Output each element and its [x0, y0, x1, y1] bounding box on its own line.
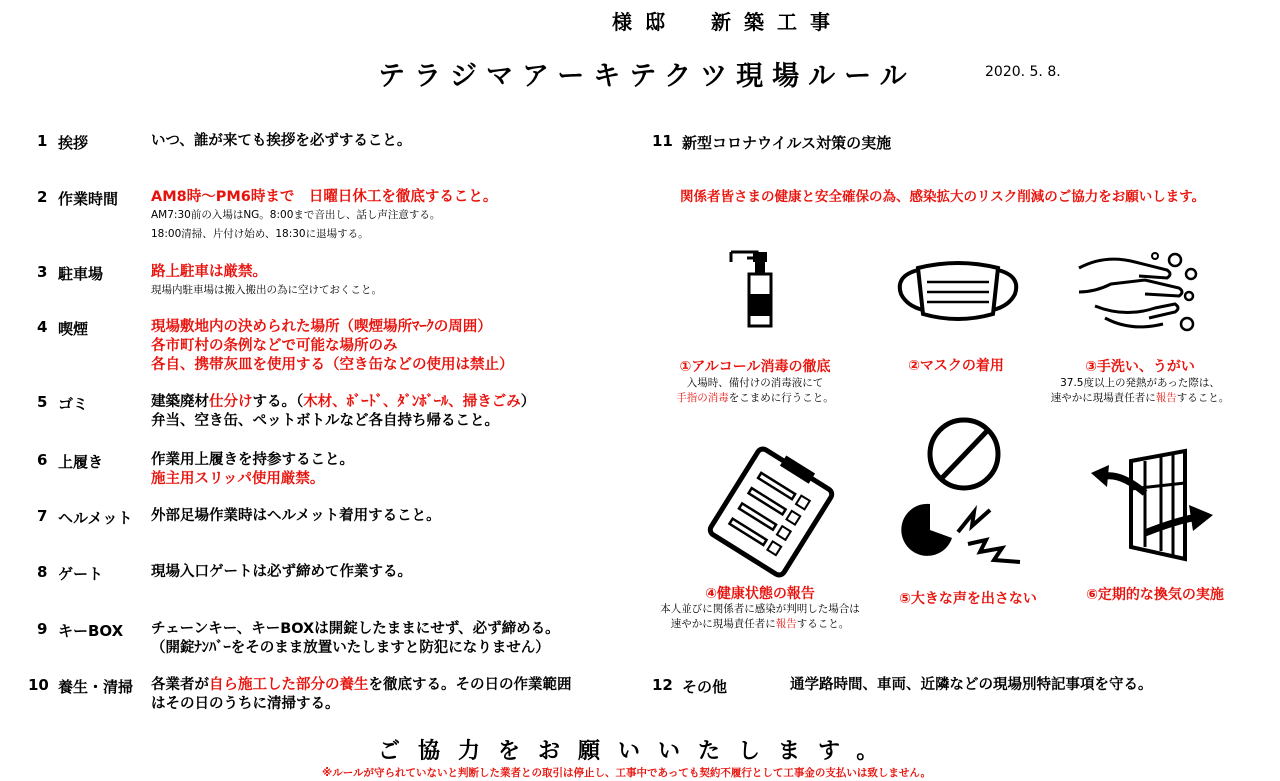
- covid-item-subtext-part: 速やかに現場責任者に: [670, 618, 776, 630]
- rule-text-part: 各業者が: [151, 677, 209, 693]
- rule-text: [151, 676, 572, 695]
- hand-washing-icon: [1075, 248, 1200, 338]
- rule-text-red: 現場敷地内の決められた場所（喫煙場所ﾏｰｸの周囲）: [151, 319, 492, 335]
- rule-title-gate: ゲート: [58, 565, 104, 583]
- rule-subtext: AM7:30前の入場はNG。8:00まで音出し、話し声注意する。: [151, 209, 441, 221]
- rule-number: 6: [37, 451, 48, 469]
- rule-number: 7: [37, 507, 48, 525]
- rule-text: 外部足場作業時はヘルメット着用すること。: [151, 508, 441, 524]
- covid-item-subtext: [1030, 391, 1250, 406]
- covid-item-subtext: 37.5度以上の発熱があった際は、: [1060, 377, 1220, 389]
- no-loud-voice-icon: [898, 412, 1033, 577]
- page-title: テラジマアーキテクツ現場ルール: [378, 61, 916, 92]
- covid-item-label: ⑥定期的な換気の実施: [1086, 587, 1224, 603]
- rule-text: いつ、誰が来ても挨拶を必ずすること。: [151, 133, 412, 149]
- rule-title-greeting: 挨拶: [58, 134, 89, 152]
- rule-number: 4: [37, 318, 48, 336]
- covid-item-subtext: 入場時、備付けの消毒液にて: [686, 377, 824, 389]
- covid-item-subtext-red: 手指の消毒: [676, 392, 729, 404]
- rule-text: 通学路時間、車両、近隣などの現場別特記事項を守る。: [790, 677, 1153, 693]
- covid-item-label: ③手洗い、うがい: [1085, 359, 1195, 375]
- rule-text-red: 仕分け: [209, 394, 253, 410]
- rule-number: 8: [37, 563, 48, 581]
- rule-number: 5: [37, 393, 48, 411]
- covid-item-label: ④健康状態の報告: [705, 586, 815, 602]
- rule-text: [151, 393, 535, 412]
- rule-number: 2: [37, 188, 48, 206]
- rule-number: 1: [37, 132, 48, 150]
- covid-item-subtext: 本人並びに関係者に感染が判明した場合は: [660, 603, 860, 615]
- rule-text: 作業用上履きを持参すること。: [151, 452, 354, 468]
- rule-title-parking: 駐車場: [58, 265, 104, 283]
- rule-text: はその日のうちに清掃する。: [151, 696, 340, 712]
- closing-thanks: ご協力をお願いいたします。: [378, 739, 897, 764]
- rule-number: 12: [652, 676, 673, 694]
- covid-item-label: ①アルコール消毒の徹底: [679, 359, 831, 375]
- rule-title-garbage: ゴミ: [58, 395, 89, 413]
- rule-title-indoor-shoes: 上履き: [58, 453, 104, 471]
- rule-title-key-box: キーBOX: [58, 622, 124, 640]
- rule-title-other: その他: [682, 678, 728, 696]
- rule-text: 弁当、空き缶、ペットボトルなど各自持ち帰ること。: [151, 413, 499, 429]
- face-mask-icon: [893, 256, 1023, 326]
- covid-item-subtext-part: をこまめに行うこと。: [728, 392, 834, 404]
- covid-item-subtext: [640, 617, 880, 632]
- rule-text: （開錠ﾅﾝﾊﾞｰをそのまま放置いたしますと防犯になりません）: [151, 640, 550, 656]
- rule-number: 11: [652, 132, 673, 150]
- rule-text-part: 建築廃材: [151, 394, 209, 410]
- rule-text-part: を徹底する。その日の作業範囲: [368, 677, 572, 693]
- covid-section-title: 新型コロナウイルス対策の実施: [682, 134, 892, 152]
- rule-text-red: 各自、携帯灰皿を使用する（空き缶などの使用は禁止）: [151, 357, 514, 373]
- covid-item-subtext: [645, 391, 865, 406]
- rule-text-red: 施主用スリッパ使用厳禁。: [151, 471, 325, 487]
- rule-text-red: 路上駐車は厳禁。: [151, 264, 267, 280]
- rule-text-part: する。（: [252, 394, 304, 410]
- rule-title-smoking: 喫煙: [58, 320, 89, 338]
- rule-text-red: 自ら施工した部分の養生: [209, 677, 369, 693]
- covid-banner: 関係者皆さまの健康と安全確保の為、感染拡大のリスク削減のご協力をお願いします。: [680, 189, 1206, 205]
- rule-number: 3: [37, 263, 48, 281]
- project-name: 様邸 新築工事: [612, 10, 843, 34]
- health-checklist-icon: [706, 452, 836, 572]
- document-date: 2020. 5. 8.: [985, 64, 1061, 80]
- covid-item-label: ⑤大きな声を出さない: [899, 591, 1037, 607]
- rule-text: チェーンキー、キーBOXは開錠したままにせず、必ず締める。: [151, 621, 560, 637]
- rule-number: 9: [37, 620, 48, 638]
- rule-text-part: ）: [520, 394, 536, 410]
- sanitizer-bottle-icon: [725, 246, 785, 331]
- rule-text-red: AM8時～PM6時まで 日曜日休工を徹底すること。: [151, 189, 498, 205]
- covid-item-subtext-part: すること。: [796, 618, 850, 630]
- rule-text: 現場入口ゲートは必ず締めて作業する。: [151, 564, 412, 580]
- covid-item-subtext-part: すること。: [1176, 392, 1230, 404]
- covid-item-subtext-part: 速やかに現場責任者に: [1050, 392, 1156, 404]
- rule-title-protection-cleaning: 養生・清掃: [58, 678, 134, 696]
- rule-number: 10: [28, 676, 49, 694]
- rule-text-red: 各市町村の条例などで可能な場所のみ: [151, 338, 398, 354]
- rule-title-helmet: ヘルメット: [58, 509, 133, 527]
- footer-note: ※ルールが守られていないと判断した業者との取引は停止し、工事中であっても契約不履行として工事金の支払いは致しません。: [322, 767, 932, 779]
- covid-item-subtext-red: 報告: [1155, 392, 1177, 404]
- rule-subtext: 18:00清掃、片付け始め、18:30に退場する。: [151, 228, 369, 240]
- rule-title-work-hours: 作業時間: [58, 190, 119, 208]
- rule-text-red: 木材、ﾎﾞｰﾄﾞ、ﾀﾞﾝﾎﾞｰﾙ、掃きごみ: [303, 394, 521, 410]
- rule-subtext: 現場内駐車場は搬入搬出の為に空けておくこと。: [151, 284, 382, 296]
- covid-item-subtext-red: 報告: [775, 618, 797, 630]
- covid-item-label: ②マスクの着用: [908, 358, 1004, 374]
- ventilation-window-icon: [1085, 447, 1220, 572]
